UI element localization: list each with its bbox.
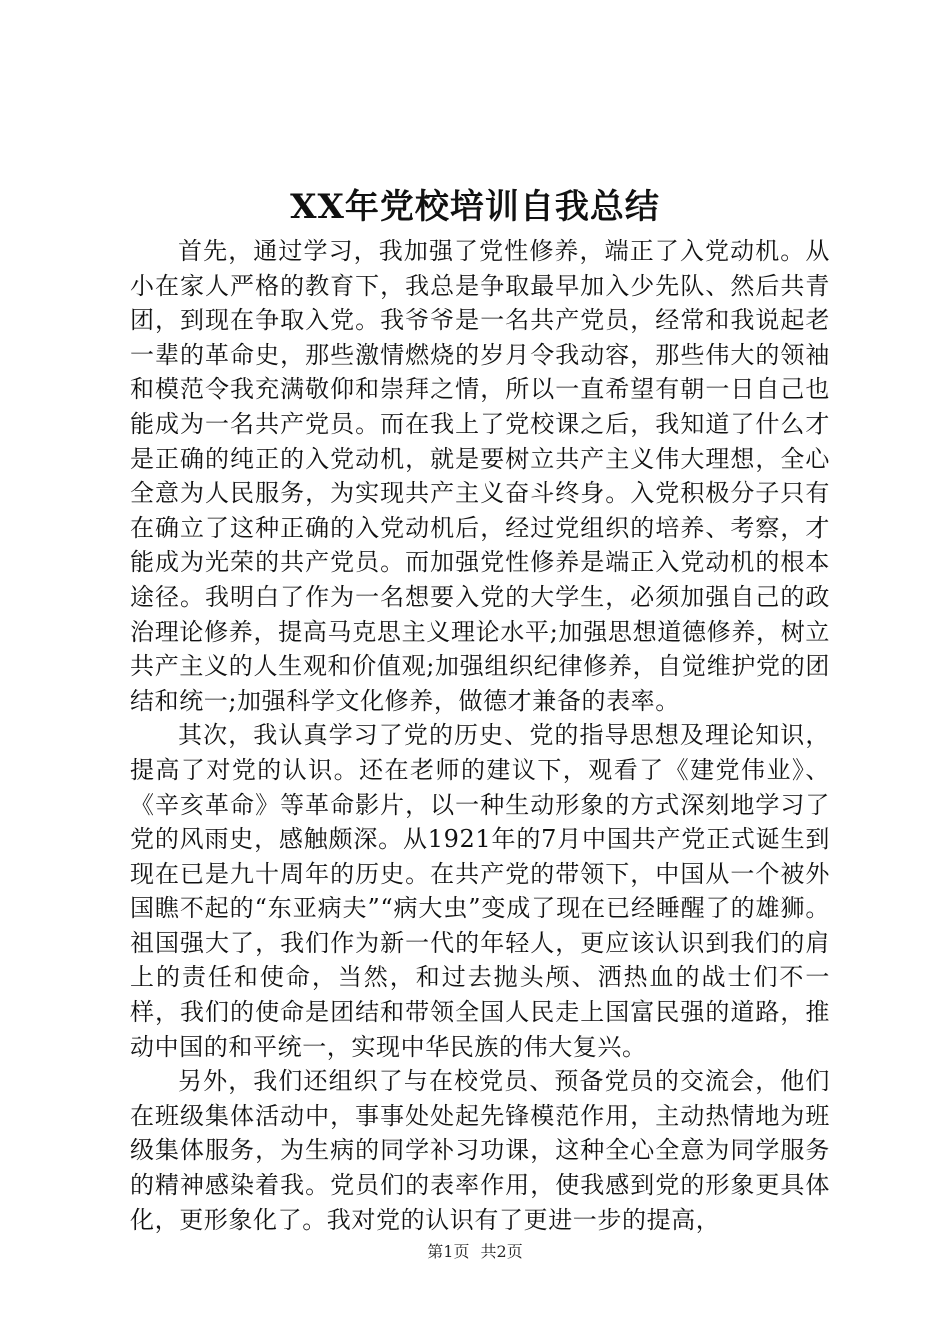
page-number-current: 第1页	[427, 1242, 470, 1261]
page-number-total: 共2页	[480, 1242, 523, 1261]
document-body	[130, 234, 830, 1237]
page-footer	[0, 1240, 950, 1264]
document-title: XX年党校培训自我总结	[290, 187, 660, 227]
paragraph-3: 另外，我们还组织了与在校党员、预备党员的交流会，他们在班级集体活动中，事事处处起先锋模范作用，主动热情地为班级集体服务，为生病的同学补习功课，这种全心全意为同学服务的精神感染着我。党员们的表率作用，使我感到党的形象更具体化，更形象化了。我对党的认识有了更进一步的提高，	[130, 1067, 830, 1234]
paragraph-1: 首先，通过学习，我加强了党性修养，端正了入党动机。从小在家人严格的教育下，我总是争取最早加入少先队、然后共青团，到现在争取入党。我爷爷是一名共产党员，经常和我说起老一辈的革命史，那些激情燃烧的岁月令我动容，那些伟大的领袖和模范令我充满敬仰和崇拜之情，所以一直希望有朝一日自己也能成为一名共产党员。而在我上了党校课之后，我知道了什么才是正确的纯正的入党动机，就是要树立共产主义伟大理想，全心全意为人民服务，为实现共产主义奋斗终身。入党积极分子只有在确立了这种正确的入党动机后，经过党组织的培养、考察，才能成为光荣的共产党员。而加强党性修养是端正入党动机的根本途径。我明白了作为一名想要入党的大学生，必须加强自己的政治理论修养，提高马克思主义理论水平;加强思想道德修养，树立共产主义的人生观和价值观;加强组织纪律修养，自觉维护党的团结和统一;加强科学文化修养，做德才兼备的表率。	[130, 237, 830, 715]
paragraph-2: 其次，我认真学习了党的历史、党的指导思想及理论知识，提高了对党的认识。还在老师的建议下，观看了《建党伟业》、《辛亥革命》等革命影片，以一种生动形象的方式深刻地学习了党的风雨史，感触颇深。从1921年的7月中国共产党正式诞生到现在已是九十周年的历史。在共产党的带领下，中国从一个被外国瞧不起的“东亚病夫”“病大虫”变成了现在已经睡醒了的雄狮。祖国强大了，我们作为新一代的年轻人，更应该认识到我们的肩上的责任和使命，当然，和过去抛头颅、洒热血的战士们不一样，我们的使命是团结和带领全国人民走上国富民强的道路，推动中国的和平统一，实现中华民族的伟大复兴。	[130, 721, 830, 1061]
